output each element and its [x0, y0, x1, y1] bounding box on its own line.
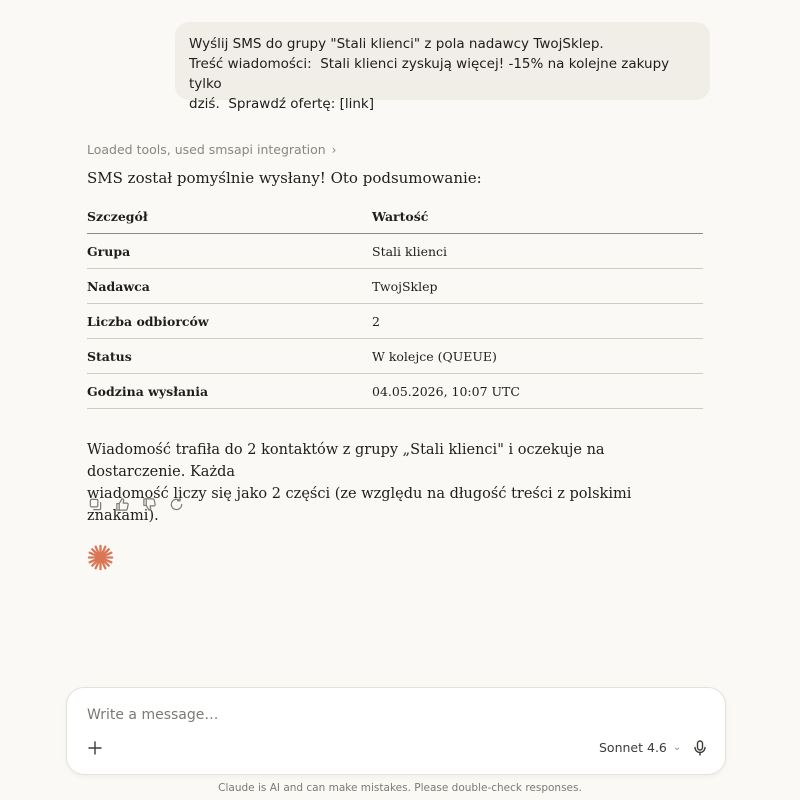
response-outro-line: wiadomość liczy się jako 2 części (ze względu na długość treści z polskimi znakami). — [87, 486, 632, 524]
response-outro-line: Wiadomość trafiła do 2 kontaktów z grupy „Stali klienci" i oczekuje na dostarczenie. Każda — [87, 442, 605, 480]
copy-button[interactable] — [87, 496, 104, 513]
user-message-bubble — [175, 22, 710, 112]
table-row — [87, 339, 703, 374]
user-message-line: Wyślij SMS do grupy "Stali klienci" z pola nadawcy TwojSklep. — [189, 36, 604, 52]
table-cell-value: Stali klienci — [372, 234, 703, 269]
table-row — [87, 374, 703, 409]
thumbs-down-button[interactable] — [141, 496, 158, 513]
message-actions — [87, 496, 185, 513]
thumbs-down-icon — [142, 497, 157, 512]
table-header-value: Wartość — [372, 199, 703, 234]
retry-button[interactable] — [168, 496, 185, 513]
model-name: Sonnet 4.6 — [599, 740, 667, 755]
table-header-row — [87, 199, 703, 234]
table-row — [87, 304, 703, 339]
message-input[interactable] — [85, 706, 649, 724]
table-cell-key: Grupa — [87, 234, 372, 269]
table-cell-value: TwojSklep — [372, 269, 703, 304]
model-selector[interactable] — [599, 740, 681, 755]
tools-used-toggle[interactable] — [87, 142, 336, 157]
table-cell-value: 2 — [372, 304, 703, 339]
disclaimer-text: Claude is AI and can make mistakes. Please double-check responses. — [218, 782, 582, 794]
table-cell-value: W kolejce (QUEUE) — [372, 339, 703, 374]
table-cell-value: 04.05.2026, 10:07 UTC — [372, 374, 703, 409]
table-header-detail: Szczegół — [87, 199, 372, 234]
microphone-icon[interactable] — [691, 739, 709, 757]
thumbs-up-icon — [115, 497, 130, 512]
response-intro: SMS został pomyślnie wysłany! Oto podsumowanie: — [87, 169, 482, 187]
table-cell-key: Godzina wysłania — [87, 374, 372, 409]
user-message-line: dziś. Sprawdź ofertę: [link] — [189, 96, 374, 112]
retry-icon — [169, 497, 184, 512]
table-cell-key: Nadawca — [87, 269, 372, 304]
tools-used-label: Loaded tools, used smsapi integration — [87, 142, 326, 157]
table-row — [87, 269, 703, 304]
claude-spark-icon — [86, 543, 115, 572]
plus-icon[interactable] — [86, 739, 104, 757]
table-row — [87, 234, 703, 269]
chevron-right-icon: › — [331, 142, 337, 157]
copy-icon — [88, 497, 103, 512]
message-composer — [66, 687, 726, 775]
table-cell-key: Liczba odbiorców — [87, 304, 372, 339]
thumbs-up-button[interactable] — [114, 496, 131, 513]
user-message-line: Treść wiadomości: Stali klienci zyskują więcej! -15% na kolejne zakupy tylko — [189, 56, 674, 92]
chevron-down-icon: ⌄ — [672, 742, 682, 753]
summary-table — [87, 199, 703, 409]
table-cell-key: Status — [87, 339, 372, 374]
response-outro — [87, 439, 687, 527]
